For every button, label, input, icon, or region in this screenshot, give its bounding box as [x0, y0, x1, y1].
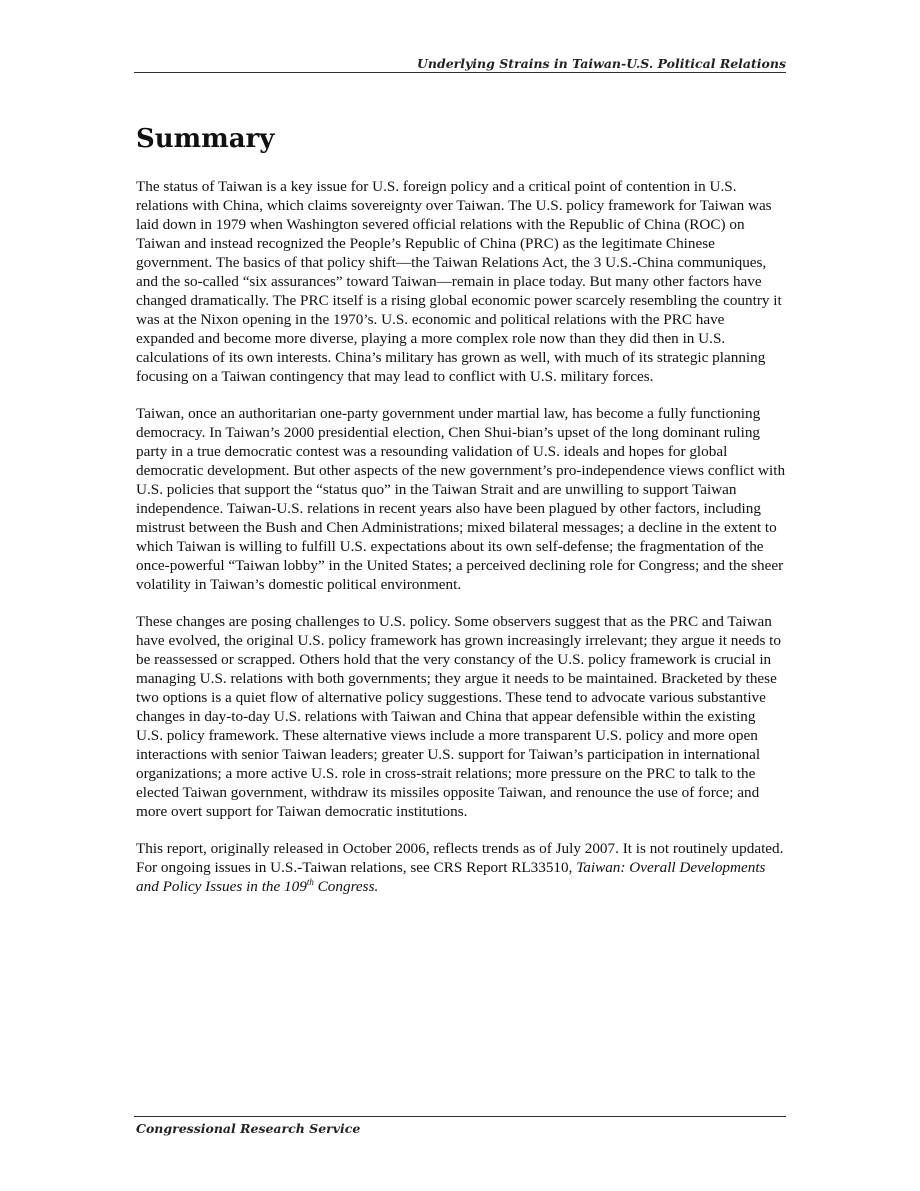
- header-rule: [134, 72, 786, 73]
- paragraph-4: [136, 839, 786, 896]
- paragraph-2: Taiwan, once an authoritarian one-party government under martial law, has become a fully functioning democracy. In Taiwan’s 2000 presidential election, Chen Shui-bian’s upset of the long dominant ruling party in a true democratic contest was a resounding validation of U.S. ideals and hopes for global democratic development. But other aspects of the new government’s pro-independence views conflict with U.S. policies that support the “status quo” in the Taiwan Strait and are unwilling to support Taiwan independence. Taiwan-U.S. relations in recent years also have been plagued by other factors, including mistrust between the Bush and Chen Administrations; mixed bilateral messages; a decline in the extent to which Taiwan is willing to fulfill U.S. expectations about its own self-defense; the fragmentation of the once-powerful “Taiwan lobby” in the United States; a perceived declining role for Congress; and the sheer volatility in Taiwan’s domestic political environment.: [136, 405, 786, 593]
- citation-title-start: Taiwan: Overall Developments and Policy Issues in the 109: [136, 859, 766, 895]
- citation-title-end: Congress.: [313, 878, 379, 895]
- page-title: Summary: [136, 124, 275, 154]
- citation-superscript: th: [306, 876, 314, 887]
- running-header: Underlying Strains in Taiwan-U.S. Political Relations: [417, 56, 786, 71]
- summary-body: [136, 177, 786, 914]
- paragraph-4-text: This report, originally released in October 2006, reflects trends as of July 2007. It is not routinely updated. For ongoing issues in U.S.-Taiwan relations, see CRS Report RL33510,: [136, 840, 784, 876]
- paragraph-3: These changes are posing challenges to U.S. policy. Some observers suggest that as the PRC and Taiwan have evolved, the original U.S. policy framework has grown increasingly irrelevant; they argue it needs to be reassessed or scrapped. Others hold that the very constancy of the U.S. policy framework is crucial in managing U.S. relations with both governments; they argue it needs to be maintained. Bracketed by these two options is a quiet flow of alternative policy suggestions. These tend to advocate various substantive changes in day-to-day U.S. relations with Taiwan and China that appear defensible within the existing U.S. policy framework. These alternative views include a more transparent U.S. policy and more open interactions with senior Taiwan leaders; greater U.S. support for Taiwan’s participation in international organizations; a more active U.S. role in cross-strait relations; more pressure on the PRC to talk to the elected Taiwan government, withdraw its missiles opposite Taiwan, and renounce the use of force; and more overt support for Taiwan democratic institutions.: [136, 613, 781, 820]
- paragraph-1: The status of Taiwan is a key issue for U.S. foreign policy and a critical point of contention in U.S. relations with China, which claims sovereignty over Taiwan. The U.S. policy framework for Taiwan was laid down in 1979 when Washington severed official relations with the Republic of China (ROC) on Taiwan and instead recognized the People’s Republic of China (PRC) as the legitimate Chinese government. The basics of that policy shift—the Taiwan Relations Act, the 3 U.S.-China communiques, and the so-called “six assurances” toward Taiwan—remain in place today. But many other factors have changed dramatically. The PRC itself is a rising global economic power scarcely resembling the country it was at the Nixon opening in the 1970’s. U.S. economic and political relations with the PRC have expanded and become more diverse, playing a more complex role now than they did then in U.S. calculations of its own interests. China’s military has grown as well, with much of its strategic planning focusing on a Taiwan contingency that may lead to conflict with U.S. military forces.: [136, 178, 782, 385]
- footer-rule: [134, 1116, 786, 1117]
- footer-organization: Congressional Research Service: [136, 1121, 361, 1136]
